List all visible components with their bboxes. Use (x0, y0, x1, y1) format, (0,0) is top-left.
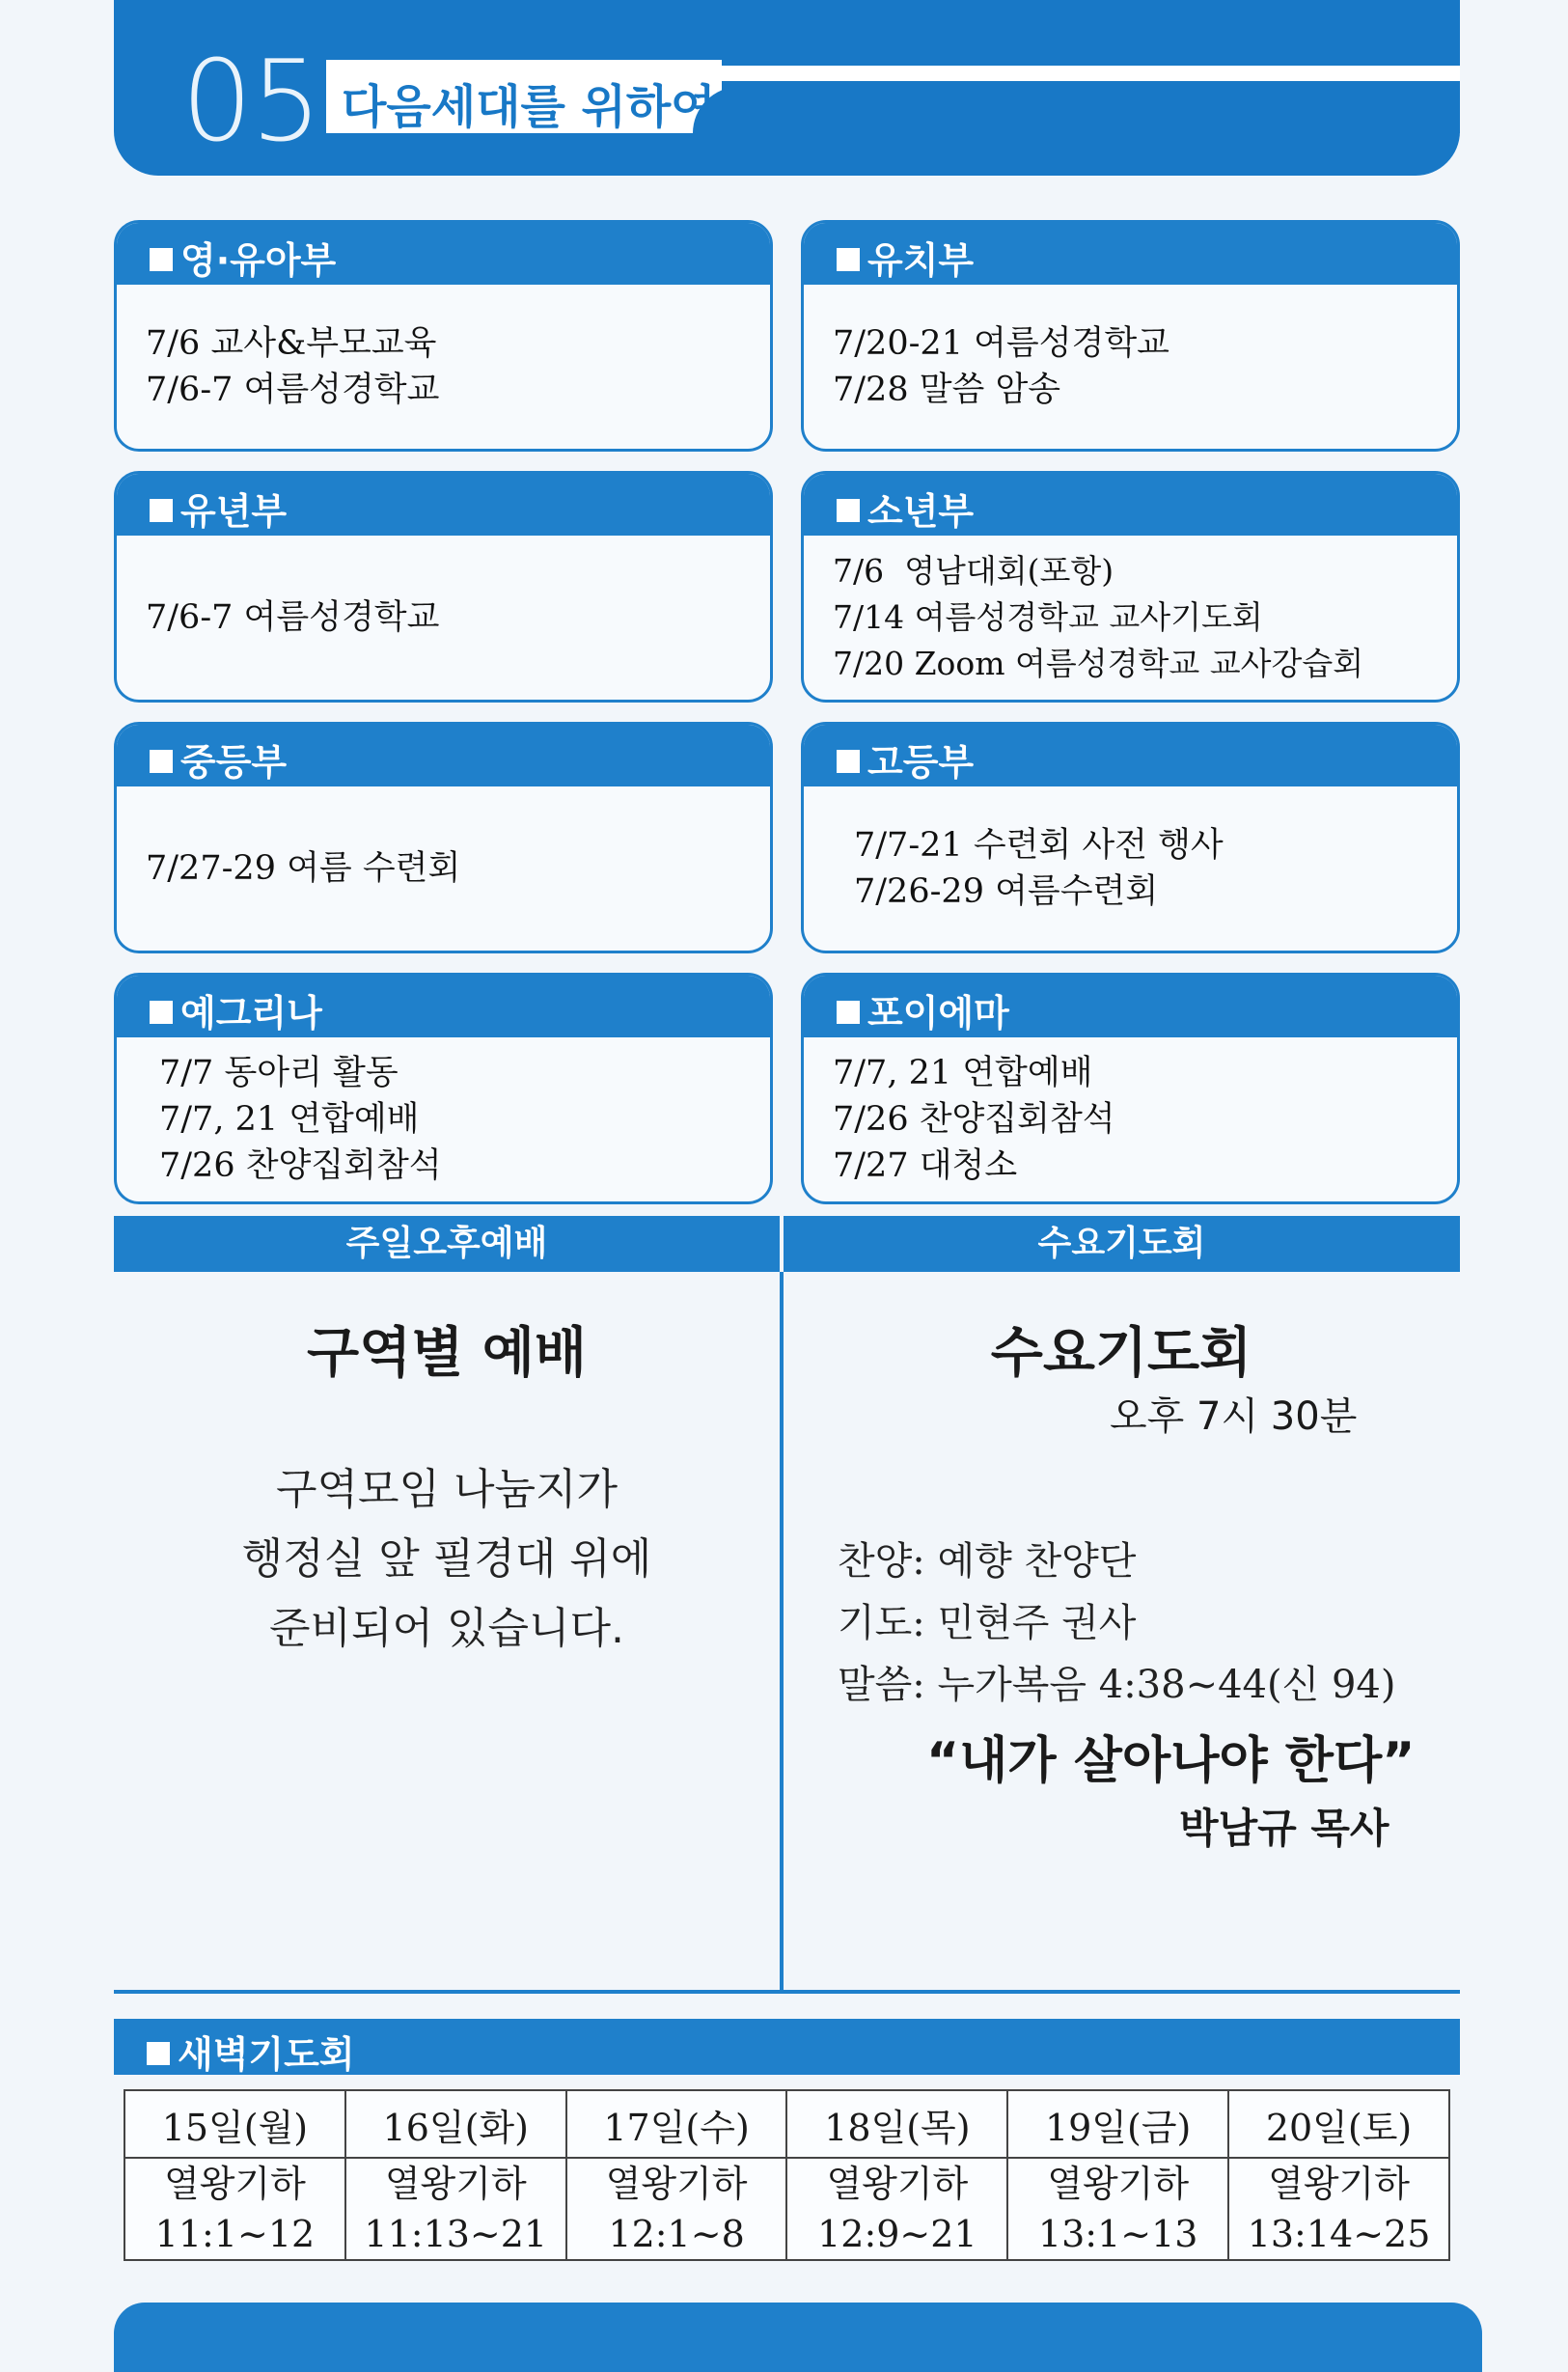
square-icon (837, 750, 860, 773)
dept-header: 포이에마 (804, 976, 1457, 1037)
sermon-title: “내가 살아나야 한다” (926, 1732, 1416, 1790)
dept-schedule: 7/6 영남대회(포항) 7/14 여름성경학교 교사기도회 7/20 Zoom 여름성경학교 교사강습회 (833, 552, 1364, 682)
footer-bar (114, 2303, 1482, 2372)
dept-box-yegrina (114, 973, 773, 1204)
sunday-notice: 구역모임 나눔지가 행정실 앞 필경대 위에 준비되어 있습니다. (241, 1465, 652, 1653)
dept-header: 유치부 (804, 223, 1457, 285)
wednesday-program: 찬양: 예향 찬양단 기도: 민현주 권사 말씀: 누가복음 4:38~44(신 94) (838, 1539, 1396, 1707)
dept-box-infant (114, 220, 773, 452)
verse-cell: 열왕기하 12:9~21 (786, 2158, 1007, 2260)
day-cell: 19일(금) (1007, 2090, 1228, 2158)
dept-schedule: 7/7 동아리 활동 7/7, 21 연합예배 7/26 찬양집회참석 (159, 1054, 442, 1185)
verse-cell: 열왕기하 13:1~13 (1007, 2158, 1228, 2260)
dept-schedule: 7/27-29 여름 수련회 (146, 849, 461, 888)
wednesday-time: 오후 7시 30분 (1110, 1394, 1358, 1439)
dept-box-primary (114, 471, 773, 703)
table-row (124, 2090, 1449, 2158)
verse-cell: 열왕기하 11:1~12 (124, 2158, 345, 2260)
day-cell: 16일(화) (345, 2090, 566, 2158)
dept-box-high (801, 722, 1460, 953)
wednesday-title: 수요기도회 (990, 1322, 1252, 1385)
header-banner (326, 60, 1460, 133)
square-icon (837, 248, 860, 271)
square-icon (837, 499, 860, 522)
sunday-worship-header: 주일오후예배 (114, 1216, 780, 1272)
square-icon (150, 1001, 173, 1024)
dept-header: 고등부 (804, 725, 1457, 786)
square-icon (150, 248, 173, 271)
verse-cell: 열왕기하 11:13~21 (345, 2158, 566, 2260)
day-cell: 20일(토) (1228, 2090, 1449, 2158)
dept-header: 영·유아부 (117, 223, 770, 285)
day-cell: 18일(목) (786, 2090, 1007, 2158)
dept-schedule: 7/7, 21 연합예배 7/26 찬양집회참석 7/27 대청소 (833, 1054, 1115, 1185)
square-icon (150, 750, 173, 773)
dept-header: 예그리나 (117, 976, 770, 1037)
square-icon (147, 2042, 170, 2065)
day-cell: 17일(수) (566, 2090, 787, 2158)
dept-header: 소년부 (804, 474, 1457, 536)
dept-box-middle (114, 722, 773, 953)
dawn-prayer-header: 새벽기도회 (114, 2019, 1460, 2075)
dept-schedule: 7/6 교사&부모교육 7/6-7 여름성경학교 (146, 324, 440, 409)
dept-box-kindergarten (801, 220, 1460, 452)
dept-header: 중등부 (117, 725, 770, 786)
dept-box-junior (801, 471, 1460, 703)
table-row (124, 2158, 1449, 2260)
dept-schedule: 7/7-21 수련회 사전 행사 7/26-29 여름수련회 (854, 826, 1224, 911)
verse-cell: 열왕기하 13:14~25 (1228, 2158, 1449, 2260)
section-header (114, 0, 1460, 176)
dawn-prayer-table (124, 2089, 1450, 2261)
dept-header: 유년부 (117, 474, 770, 536)
wednesday-prayer-header: 수요기도회 (784, 1216, 1460, 1272)
square-icon (837, 1001, 860, 1024)
horizontal-divider (114, 1990, 1460, 1994)
sunday-title: 구역별 예배 (307, 1322, 587, 1385)
section-number: 05 (181, 37, 320, 167)
dept-schedule: 7/20-21 여름성경학교 7/28 말씀 암송 (833, 324, 1169, 409)
day-cell: 15일(월) (124, 2090, 345, 2158)
verse-cell: 열왕기하 12:1~8 (566, 2158, 787, 2260)
preacher-name: 박남규 목사 (1179, 1805, 1389, 1852)
section-title: 다음세대를 위하여 (342, 80, 716, 134)
dept-schedule: 7/6-7 여름성경학교 (146, 598, 440, 637)
dept-box-poiema (801, 973, 1460, 1204)
square-icon (150, 499, 173, 522)
